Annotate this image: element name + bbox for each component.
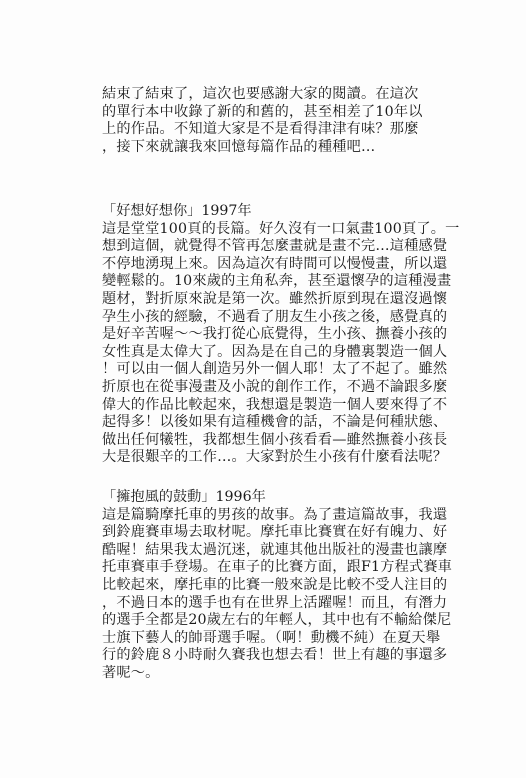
section-line: 做出任何犧牲，我都想生個小孩看看—雖然撫養小孩長 bbox=[102, 431, 448, 448]
section-heading: 「擁抱風的鼓動」1996年 bbox=[102, 489, 266, 505]
section-line: 不停地湧現上來。因為這次有時間可以慢慢畫，所以還 bbox=[102, 255, 448, 272]
section-story-2 bbox=[102, 489, 453, 683]
section-line: 著呢～。 bbox=[102, 664, 160, 681]
section-line: 孕生小孩的經驗，不過看了朋友生小孩之後，感覺真的 bbox=[102, 308, 448, 325]
section-line: 的選手全都是20歲左右的年輕人，其中也有不輸給傑尼 bbox=[102, 612, 452, 629]
section-line: ！可以由一個人創造另外一個人耶！太了不起了。雖然 bbox=[102, 361, 448, 378]
intro-line: 結束了結束了，這次也要感謝大家的閱讀。在這次 bbox=[102, 86, 419, 102]
intro-line: 的單行本中收錄了新的和舊的，甚至相差了10年以 bbox=[102, 103, 423, 120]
section-line: 士旗下藝人的帥哥選手喔。（啊！動機不純）在夏天舉 bbox=[102, 629, 441, 646]
section-line: 是好辛苦喔～～我打從心底覺得，生小孩、撫養小孩的 bbox=[102, 326, 448, 343]
section-line: 變輕鬆的。10來歲的主角私奔，甚至還懷孕的這種漫畫 bbox=[102, 273, 452, 290]
section-line: 大是很艱辛的工作…。大家對於生小孩有什麼看法呢？ bbox=[102, 449, 448, 466]
afterword-intro bbox=[102, 86, 432, 156]
section-line: 想到這個，就覺得不管再怎麼畫就是畫不完…這種感覺 bbox=[102, 238, 448, 255]
section-line: 這是篇騎摩托車的男孩的故事。為了畫這篇故事，我還 bbox=[102, 506, 448, 523]
section-line: 酷喔！結果我太過沉迷，就連其他出版社的漫畫也讓摩 bbox=[102, 541, 448, 558]
section-line: ，不過日本的選手也有在世界上活躍喔！而且，有潛力 bbox=[102, 594, 448, 611]
section-line: 這是堂堂100頁的長篇。好久沒有一口氣畫100頁了。一 bbox=[102, 220, 460, 237]
intro-line: 上的作品。不知道大家是不是看得津津有味？那麼 bbox=[102, 121, 419, 138]
section-line: 折原也在從事漫畫及小說的創作工作，不過不論跟多麼 bbox=[102, 378, 448, 395]
section-line: 偉大的作品比較起來，我想還是製造一個人要來得了不 bbox=[102, 396, 448, 413]
section-story-1 bbox=[102, 203, 460, 467]
section-heading: 「好想好想你」1997年 bbox=[102, 203, 252, 219]
section-line: 比較起來，摩托車的比賽一般來說是比較不受人注目的 bbox=[102, 576, 448, 593]
intro-line: ，接下來就讓我來回憶每篇作品的種種吧… bbox=[102, 138, 376, 155]
section-line: 到鈴鹿賽車場去取材呢。摩托車比賽實在好有魄力、好 bbox=[102, 524, 448, 541]
section-line: 行的鈴鹿８小時耐久賽我也想去看！世上有趣的事還多 bbox=[102, 647, 448, 664]
section-line: 題材，對折原來說是第一次。雖然折原到現在還沒過懷 bbox=[102, 290, 448, 307]
section-line: 女性真是太偉大了。因為是在自己的身體裏製造一個人 bbox=[102, 343, 448, 360]
section-line: 托車賽車手登場。在車子的比賽方面，跟F1方程式賽車 bbox=[102, 559, 453, 576]
section-line: 起得多！以後如果有這種機會的話，不論是何種狀態、 bbox=[102, 414, 448, 431]
